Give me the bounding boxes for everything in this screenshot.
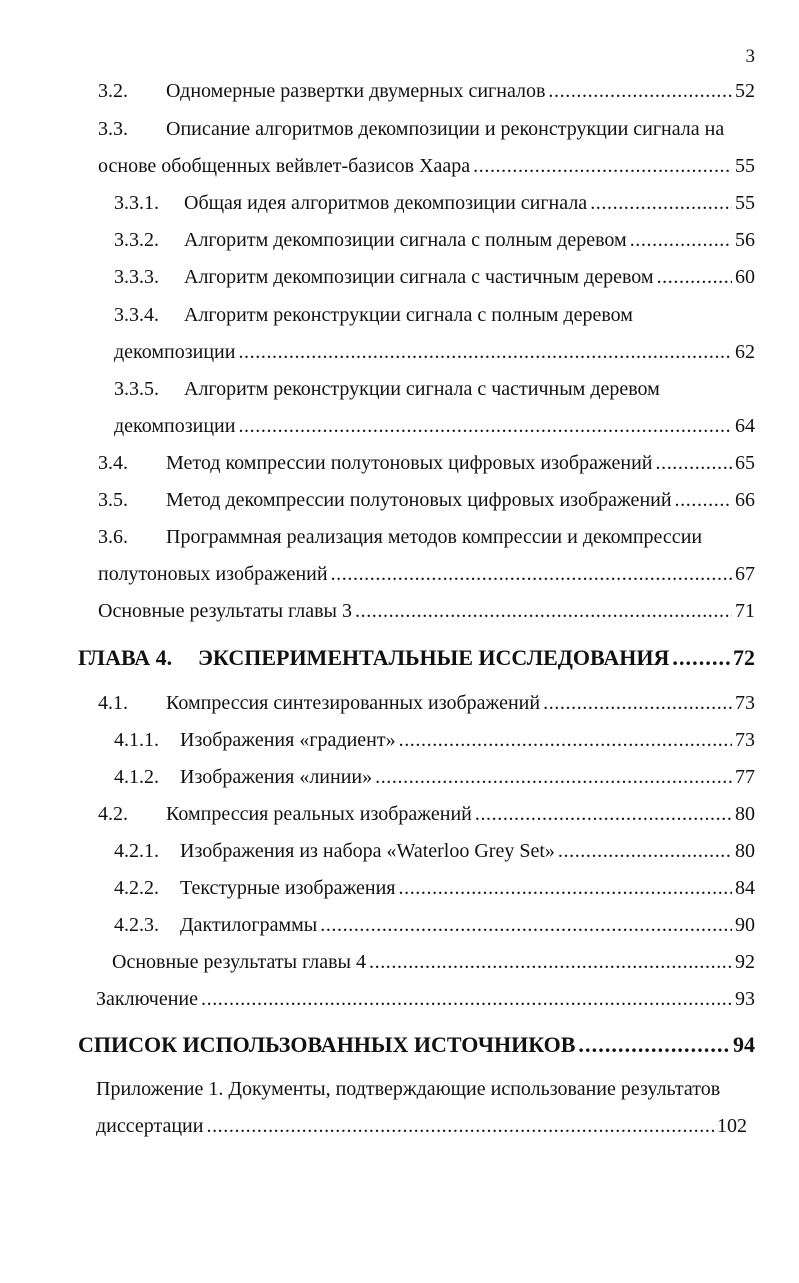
toc-entry-number: 3.4. [98,452,128,474]
toc-chapter-title: СПИСОК ИСПОЛЬЗОВАННЫХ ИСТОЧНИКОВ [78,1032,576,1057]
toc-leader-dots [543,692,732,715]
toc-leader-dots [548,80,732,103]
toc-leader-dots [558,840,732,863]
toc-entry-title: Алгоритм декомпозиции сигнала с частичным деревом [184,266,654,288]
toc-entry-number: 3.3.1. [114,192,159,214]
toc-leader-dots [656,452,733,475]
toc-entry-page: 55 [735,192,755,214]
toc-entry[interactable] [98,692,755,715]
toc-entry-page: 55 [735,155,755,177]
toc-entry-title: Компрессия реальных изображений [166,803,472,825]
toc-entry-title: Одномерные развертки двумерных сигналов [166,80,546,102]
toc-leader-dots [657,266,732,289]
toc-entry-page: 72 [733,645,755,670]
toc-entry-page: 84 [735,877,755,899]
toc-leader-dots [331,563,732,586]
toc-chapter-entry[interactable] [78,645,755,671]
toc-leader-dots [672,645,730,671]
toc-entry[interactable] [98,803,755,826]
toc-entry-page: 65 [735,452,755,474]
toc-leader-dots [590,192,732,215]
toc-leader-dots [630,229,732,252]
toc-entry-title: Основные результаты главы 4 [112,951,366,973]
toc-entry-title-cont: декомпозиции [114,341,236,363]
toc-entry[interactable] [114,266,755,289]
toc-chapter-title: ЭКСПЕРИМЕНТАЛЬНЫЕ ИССЛЕДОВАНИЯ [198,645,670,670]
toc-leader-dots [238,341,732,364]
toc-entry-page: 56 [735,229,755,251]
toc-entry-number: 3.2. [98,80,128,102]
toc-entry[interactable] [114,192,755,215]
toc-entry-number: 3.5. [98,489,128,511]
toc-entry-title-cont: основе обобщенных вейвлет-базисов Хаара [98,155,471,177]
toc-entry-page: 92 [735,951,755,973]
toc-entry-first-line[interactable] [96,1078,720,1101]
toc-entry[interactable] [112,951,755,974]
toc-entry-title: Заключение [96,988,198,1010]
toc-entry-page: 52 [735,80,755,102]
toc-entry-number: 3.3.3. [114,266,159,288]
toc-entry-page: 90 [735,914,755,936]
toc-leader-dots [320,914,732,937]
toc-entry[interactable] [98,452,755,475]
toc-entry-page: 102 [717,1115,747,1137]
toc-entry-title-cont: полутоновых изображений [98,563,328,585]
toc-entry-title: Приложение 1. Документы, подтверждающие использование результатов [96,1078,721,1100]
toc-leader-dots [675,489,732,512]
toc-entry-page: 71 [735,600,755,622]
toc-entry-first-line[interactable] [98,526,702,549]
toc-entry-number: 3.3.4. [114,304,159,326]
toc-entry-number: 4.1.2. [114,766,159,788]
toc-entry-page: 66 [735,489,755,511]
toc-entry-title: Программная реализация методов компрессии и декомпрессии [166,526,703,548]
toc-entry-page: 62 [735,341,755,363]
toc-entry-title: Метод декомпрессии полутоновых цифровых изображений [166,489,672,511]
toc-entry-number: 3.3.5. [114,378,159,400]
toc-entry-number: 4.2.3. [114,914,159,936]
toc-chapter-number: ГЛАВА 4. [78,645,173,670]
toc-entry-title: Алгоритм реконструкции сигнала с полным деревом [184,304,633,326]
toc-entry-title: Изображения из набора «Waterloo Grey Set» [180,840,555,862]
toc-leader-dots [375,766,732,789]
toc-leader-dots [355,600,732,623]
toc-entry-page: 93 [735,988,755,1010]
toc-entry-number: 4.2.2. [114,877,159,899]
toc-entry-first-line[interactable] [114,304,633,327]
toc-entry-title: Основные результаты главы 3 [98,600,352,622]
toc-entry-title: Компрессия синтезированных изображений [166,692,541,714]
toc-entry-number: 4.1. [98,692,128,714]
toc-entry-number: 3.3. [98,118,128,140]
toc-entry-number: 3.3.2. [114,229,159,251]
toc-entry-title: Метод компрессии полутоновых цифровых изображений [166,452,653,474]
toc-entry[interactable] [114,914,755,937]
toc-leader-dots [201,988,732,1011]
toc-leader-dots [475,803,732,826]
toc-entry[interactable] [98,155,755,178]
toc-entry-title: Дактилограммы [180,914,318,936]
toc-entry-title: Общая идея алгоритмов декомпозиции сигнала [184,192,588,214]
toc-entry-title: Алгоритм декомпозиции сигнала с полным деревом [184,229,627,251]
toc-entry-number: 4.2. [98,803,128,825]
toc-leader-dots [238,415,732,438]
toc-leader-dots [578,1032,730,1058]
toc-leader-dots [473,155,732,178]
toc-entry-page: 73 [735,692,755,714]
toc-entry-title: Описание алгоритмов декомпозиции и реконструкции сигнала на [166,118,725,140]
toc-entry[interactable] [114,729,755,752]
toc-entry-first-line[interactable] [98,118,724,141]
toc-entry-title-cont: диссертации [96,1115,204,1137]
toc-chapter-entry[interactable] [78,1032,755,1058]
toc-entry-title-cont: декомпозиции [114,415,236,437]
toc-entry-title: Изображения «градиент» [180,729,396,751]
toc-entry-number: 4.1.1. [114,729,159,751]
toc-entry-title: Изображения «линии» [180,766,373,788]
toc-entry-page: 60 [735,266,755,288]
toc-entry-page: 94 [733,1032,755,1057]
toc-entry[interactable] [114,341,755,364]
page-number: 3 [745,46,755,67]
toc-entry[interactable] [114,840,755,863]
toc-entry[interactable] [98,563,755,586]
toc-entry[interactable] [114,415,755,438]
toc-entry-number: 3.6. [98,526,128,548]
toc-entry-number: 4.2.1. [114,840,159,862]
toc-entry-title: Текстурные изображения [180,877,396,899]
toc-entry[interactable] [96,1115,747,1138]
toc-entry-page: 73 [735,729,755,751]
toc-leader-dots [399,877,733,900]
toc-entry[interactable] [114,877,755,900]
toc-leader-dots [206,1115,714,1138]
toc-entry-page: 67 [735,563,755,585]
toc-entry-first-line[interactable] [114,378,660,401]
toc-leader-dots [399,729,732,752]
toc-entry-title: Алгоритм реконструкции сигнала с частичным деревом [184,378,660,400]
toc-entry-page: 77 [735,766,755,788]
toc-entry[interactable] [114,766,755,789]
toc-entry[interactable] [98,600,755,623]
toc-entry-page: 80 [735,803,755,825]
toc-entry-page: 64 [735,415,755,437]
toc-entry[interactable] [98,80,755,103]
toc-entry[interactable] [96,988,755,1011]
toc-leader-dots [369,951,732,974]
toc-entry[interactable] [98,489,755,512]
toc-entry[interactable] [114,229,755,252]
toc-entry-page: 80 [735,840,755,862]
